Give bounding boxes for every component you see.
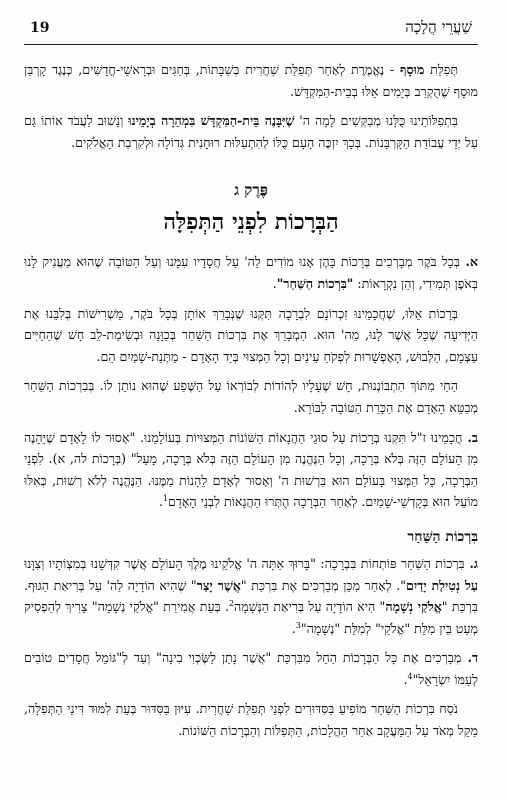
musaf-term: מוּסָף <box>399 62 425 77</box>
temple-paragraph: בִּתְפִלּוֹתֵינוּ כֻּלָּנוּ מְבַקְּשִׁים לָמָה ה' שֶׁיִּבָּנֶה בֵּית-הַמִּקְדָּשׁ בִּמְהֵרָה בְיָמֵינוּ וְנָשׁוּב לַעֲבֹד אוֹתוֹ גַּם עַל יְדֵי עֲבוֹדַת הַקָּרְבָּנוֹת. בְּכָךְ יִזְכֶּה הָעָם כֻּלּוֹ לְהִתְעַלּוּת רוּחָנִית גְּדוֹלָה וּלְקִרְבַת הָאֱלֹקִים. <box>24 113 478 150</box>
page-number: 19 <box>30 20 50 36</box>
temple-bold: שֶׁיִּבָּנֶה בֵּית-הַמִּקְדָּשׁ בִּמְהֵרָה בְיָמֵינוּ <box>128 113 295 129</box>
section-c: ג. בִּרְכוֹת הַשַּׁחַר פּוֹתְחוֹת בִּבְרָכָה: "בָּרוּךְ אַתָּה ה' אֱלֹקֵינוּ מֶלֶךְ הָעוֹלָם אֲשֶׁר קִדְּשָׁנוּ בְּמִצְוֹתָיו וְצִוָּנוּ עַל נְטִילַת יָדַיִם". לְאַחַר מִכֵּן מְבָרְכִים אֶת בִּרְכַּת "אֲשֶׁר יָצַר" שֶׁהִיא הוֹדָיָה לַה' עַל בְּרִיאַת הַגּוּף. בִּרְכַּת "אֱלֹקַי נְשָׁמָה" הִיא הוֹדָיָה עַל בְּרִיאַת הַנְּשָׁמָה$^2$. בְּעֵת אֲמִירַת "אֱלֹקַי נְשָׁמָה" צָרִיךְ לְהַפְסִיק מְעַט בֵּין מִלַּת "אֱלֹקַי" לְמִלַּת "נְשָׁמָה"$^3$. <box>24 555 478 636</box>
section-a: א. בְּכָל בֹּקֶר מְבָרְכִים בְּרָכוֹת בָּהֶן אָנוּ מוֹדִים לַה' עַל חֲסָדָיו עִמָּנוּ וְעַל הַטּוֹבָה שֶׁהוּא מַעֲנִיק לָנוּ בְּאֹפֶן תְּמִידִי, וְהֵן נִקְרָאוֹת: "בִּרְכוֹת הַשַּׁחַר". <box>24 254 479 291</box>
section-a-paragraph-2: בְּרָכוֹת אֵלּוּ, שֶׁחֲכָמֵינוּ זִכְרוֹנָם לִבְרָכָה תִּקְּנוּ שֶׁנְּבָרֵךְ אוֹתָן בְּכָל בֹּקֶר, מַשְׁרִישׁוֹת בְּלִבֵּנוּ אֶת הַיְּדִיעָה שֶׁכָּל אֲשֶׁר לָנוּ, מֵה' הוּא. הַמְבָרֵךְ אֶת בִּרְכוֹת הַשַּׁחַר בְּכַוָּנָה וּבְשִׂימַת-לֵב חָשׁ שֶׁהַחַיִּים עַצְמָם, הַלְּבוּשׁ, הָאֶפְשָׁרוּת לִפְקֹחַ עֵינַיִם וְכָל הַמְּצוּי בְּיַד הָאָדָם - מַתְּנַת-שָׁמַיִם הֵם. <box>24 305 478 364</box>
musaf-paragraph: תְּפִלַּת מוּסָף - נֶאֱמֶרֶת לְאַחַר תְּפִלַּת שַׁחֲרִית בְּשַׁבָּתוֹת, בְּחַגִּים וּבְרָאשֵׁי-חֳדָשִׁים, כְּנֶגֶד קָרְבַּן מוּסָף שֶׁהֻקְרַב בְּיָמִים אֵלּוּ בְּבֵית-הַמִּקְדָּשׁ. <box>24 62 478 99</box>
birchot-hashachar-term: "בִּרְכוֹת הַשַּׁחַר" <box>276 275 354 291</box>
footnote-marker: 4 <box>407 671 413 681</box>
footnote-marker: 3 <box>295 620 301 630</box>
section-a-paragraph-3: הַחַי מִתּוֹךְ הִתְבּוֹנְנוּת, חָשׁ שֶׁעָלָיו לְהוֹדוֹת לְבוֹרְאוֹ עַל הַשֶּׁפַע שֶׁהוּא נוֹתֵן לוֹ. בְּבִרְכוֹת הַשַּׁחַר מְבַטֵּא הָאָדָם אֶת הַכָּרַת הַטּוֹבָה לַבּוֹרֵא. <box>24 378 478 415</box>
section-b: ב. חֲכָמֵינוּ ז"ל תִּקְּנוּ בְּרָכוֹת עַל סוּגֵי הַהֲנָאוֹת הַשּׁוֹנוֹת הַמְּצוּיוֹת בְּעוֹלָמֵנוּ. "אָסוּר לוֹ לָאָדָם שֶׁיֵּהָנֶה מִן הָעוֹלָם הַזֶּה בְּלֹא בְּרָכָה, וְכָל הַנֶּהֱנֶה מִן הָעוֹלָם הַזֶּה בְּלֹא בְּרָכָה, מָעַל" (בְּרָכוֹת לה, א). לִפְנֵי הַבְּרָכָה, כָּל הַמְּצוּי בָּעוֹלָם הוּא בִּרְשׁוּת ה' וְאָסוּר לְאָדָם לֵהָנוֹת מִמֶּנּוּ. הַנֶּהֱנֶה לְלֹא רְשׁוּת, כְּאִלּוּ מוֹעֵל הוּא בְּקָדְשֵׁי-שָׁמַיִם. לְאַחַר הַבְּרָכָה הֻתְּרוּ הַהֲנָאוֹת לִבְנֵי הָאָדָם$^1$. <box>24 429 478 510</box>
page-body <box>24 45 478 742</box>
footnote-marker: 1 <box>162 494 168 504</box>
section-d: ד. מְבָרְכִים אֶת כָּל הַבְּרָכוֹת הַחֵל מִבִּרְכַּת "אֲשֶׁר נָתַן לַשֶּׂכְוִי בִינָה" וְעַד לְ"גּוֹמֵל חֲסָדִים טוֹבִים לְעַמּוֹ יִשְׂרָאֵל"$^4$. <box>24 650 479 687</box>
chapter-number: פֶּרֶק ג <box>234 181 268 200</box>
running-title: שַׁעֲרֵי הֲלָכָה <box>405 18 472 36</box>
page-header <box>24 0 478 45</box>
chapter-title: הַבְּרָכוֹת לִפְנֵי הַתְּפִלָּה <box>163 209 339 236</box>
section-heading: בִּרְכוֹת הַשַּׁחַר <box>407 528 478 545</box>
footnote-marker: 2 <box>228 598 235 608</box>
section-d-paragraph-2: נֹסַח בִּרְכוֹת הַשַּׁחַר מוֹפִיעַ בַּסִּדּוּרִים לִפְנֵי תְּפִלַּת שַׁחֲרִית. עִיּוּן בַּסִּדּוּר בְּעֵת לִמּוּד דִּינֵי הַתְּפִלָּה, מַקֵל מְאֹד עַל הַמַּעֲקָב אַחַר הַהֲלָכוֹת, הַתְּפִלּוֹת וְהַבְּרָכוֹת הַשּׁוֹנוֹת. <box>24 701 478 739</box>
